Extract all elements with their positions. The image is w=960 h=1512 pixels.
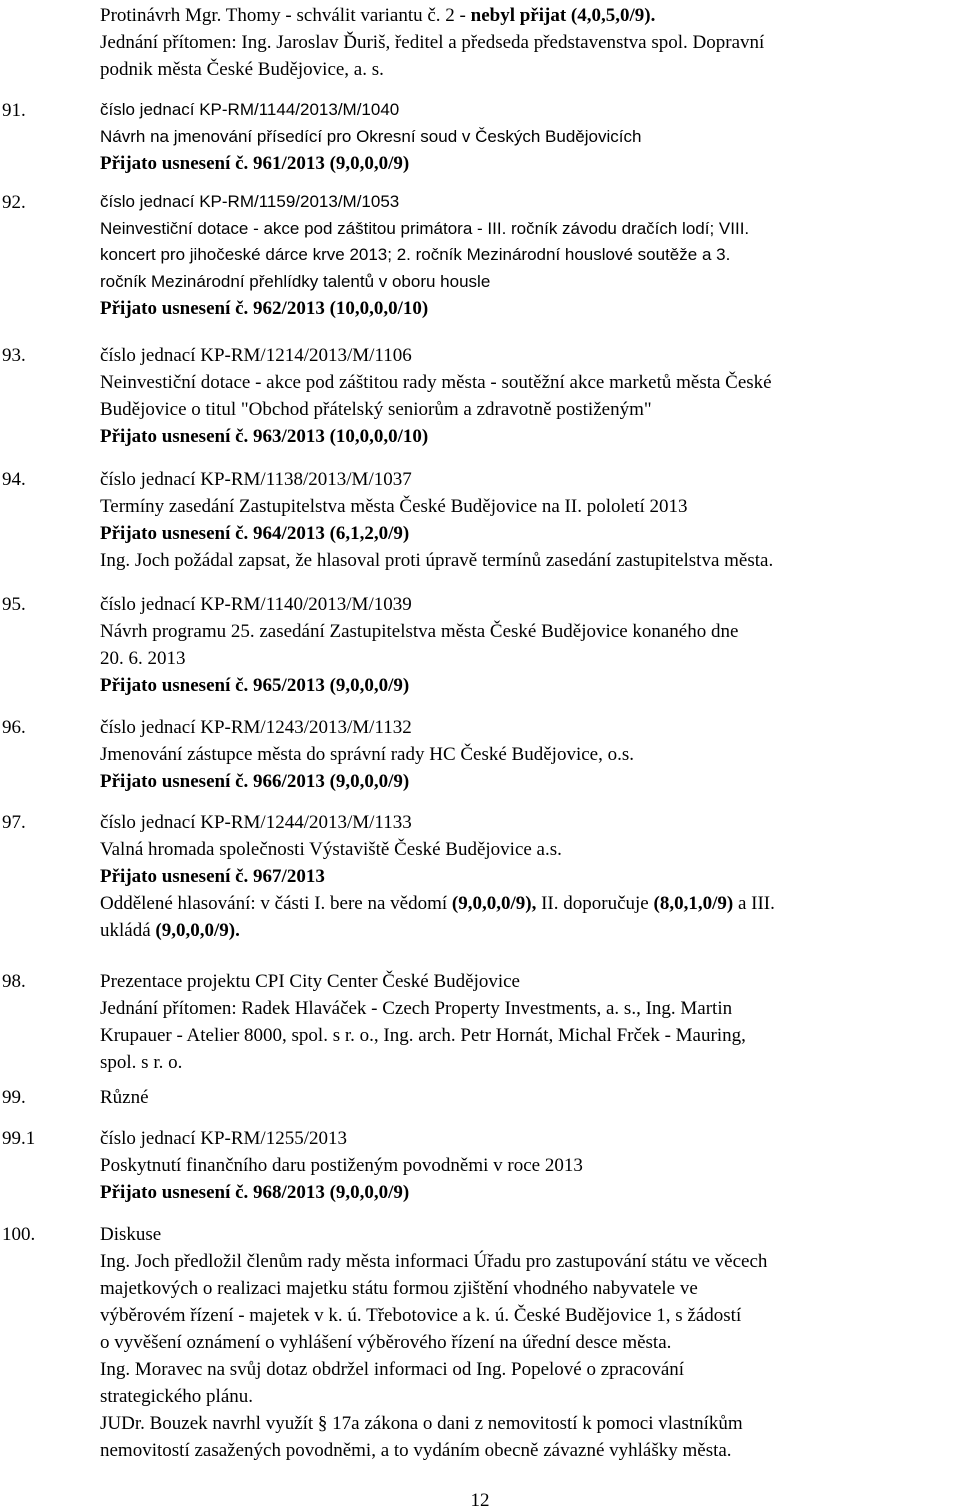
item-title: ročník Mezinárodní přehlídky talentů v oboru housle [100,271,491,291]
item-title: Neinvestiční dotace - akce pod záštitou primátora - III. ročník závodu dračích lodí; VIII. [100,218,750,238]
item-number: 99. [2,1087,26,1108]
reference-number: číslo jednací KP-RM/1255/2013 [100,1128,347,1149]
agenda-item-97 [0,809,960,944]
reference-number: číslo jednací KP-RM/1244/2013/M/1133 [100,812,412,833]
attendance: Krupauer - Atelier 8000, spol. s r. o., Ing. arch. Petr Hornát, Michal Frček - Mauring, [100,1025,746,1046]
item-title: Diskuse [100,1224,162,1245]
resolution: Přijato usnesení č. 964/2013 (6,1,2,0/9) [100,523,410,544]
resolution: Přijato usnesení č. 961/2013 (9,0,0,0/9) [100,153,410,174]
item-number: 95. [2,594,26,615]
reference-number: číslo jednací KP-RM/1214/2013/M/1106 [100,345,412,366]
resolution: Přijato usnesení č. 965/2013 (9,0,0,0/9) [100,675,410,696]
item-number: 99.1 [2,1128,36,1149]
intro-line: Jednání přítomen: Ing. Jaroslav Ďuriš, ředitel a předseda představenstva spol. Dopravní [100,32,765,53]
item-number: 93. [2,345,26,366]
intro-text: Protinávrh Mgr. Thomy - schválit variantu č. 2 - [100,5,471,26]
item-title: Různé [100,1087,149,1108]
vote-count: (9,0,0,0/9), [451,893,537,914]
vote-detail [100,917,958,944]
reference-number: číslo jednací KP-RM/1159/2013/M/1053 [100,192,400,211]
item-title: 20. 6. 2013 [100,648,186,669]
discussion-line: o vyvěšení oznámení o vyhlášení výběrového řízení na úřední desce města. [100,1332,672,1353]
vote-text: Oddělené hlasování: v části I. bere na vědomí [100,893,452,914]
agenda-item-95 [0,591,960,699]
resolution: Přijato usnesení č. 962/2013 (10,0,0,0/10) [100,298,429,319]
page-number: 12 [470,1490,490,1511]
discussion-line: výběrovém řízení - majetek v k. ú. Třebotovice a k. ú. České Budějovice 1, s žádostí [100,1305,742,1326]
reference-number: číslo jednací KP-RM/1138/2013/M/1037 [100,469,412,490]
agenda-item-99 [0,1084,960,1111]
agenda-item-96 [0,714,960,795]
resolution: Přijato usnesení č. 968/2013 (9,0,0,0/9) [100,1182,410,1203]
agenda-item-100 [0,1221,960,1464]
agenda-item-92 [0,189,960,322]
item-number: 100. [2,1224,36,1245]
attendance: spol. s r. o. [100,1052,183,1073]
item-number: 94. [2,469,26,490]
discussion-line: strategického plánu. [100,1386,254,1407]
intro-result: nebyl přijat (4,0,5,0/9). [470,5,656,26]
agenda-item-99-1 [0,1125,960,1206]
vote-text: a III. [733,893,775,914]
reference-number: číslo jednací KP-RM/1243/2013/M/1132 [100,717,412,738]
item-number: 98. [2,971,26,992]
item-number: 92. [2,192,26,213]
note: Ing. Joch požádal zapsat, že hlasoval proti úpravě termínů zasedání zastupitelstva města. [100,550,774,571]
item-number: 91. [2,100,26,121]
item-title: Jmenování zástupce města do správní rady HC České Budějovice, o.s. [100,744,634,765]
vote-count: (9,0,0,0/9). [155,920,240,941]
agenda-item-94 [0,466,960,574]
agenda-item-93 [0,342,960,450]
vote-text: ukládá [100,920,156,941]
resolution: Přijato usnesení č. 967/2013 [100,866,325,887]
agenda-item-91 [0,97,960,177]
item-title: Návrh programu 25. zasedání Zastupitelstva města České Budějovice konaného dne [100,621,739,642]
reference-number: číslo jednací KP-RM/1140/2013/M/1039 [100,594,412,615]
discussion-line: Ing. Moravec na svůj dotaz obdržel informaci od Ing. Popelové o zpracování [100,1359,685,1380]
reference-number: číslo jednací KP-RM/1144/2013/M/1040 [100,100,400,119]
discussion-line: majetkových o realizaci majetku státu formou zjištění vhodného nabyvatele ve [100,1278,698,1299]
vote-text: II. doporučuje [536,893,654,914]
intro-block [0,2,960,83]
item-number: 96. [2,717,26,738]
attendance: Jednání přítomen: Radek Hlaváček - Czech Property Investments, a. s., Ing. Martin [100,998,733,1019]
discussion-line: Ing. Joch předložil členům rady města informaci Úřadu pro zastupování státu ve věcech [100,1251,768,1272]
vote-detail [100,890,958,917]
item-title: Poskytnutí finančního daru postiženým povodněmi v roce 2013 [100,1155,583,1176]
discussion-line: nemovitostí zasažených povodněmi, a to vydáním obecně závazné vyhlášky města. [100,1440,732,1461]
agenda-item-98 [0,968,960,1076]
item-title: Návrh na jmenování přísedící pro Okresní soud v Českých Budějovicích [100,126,642,146]
item-title: Valná hromada společnosti Výstaviště České Budějovice a.s. [100,839,562,860]
resolution: Přijato usnesení č. 963/2013 (10,0,0,0/10) [100,426,429,447]
item-title: Prezentace projektu CPI City Center České Budějovice [100,971,520,992]
item-title: Neinvestiční dotace - akce pod záštitou rady města - soutěžní akce marketů města České [100,372,772,393]
discussion-line: JUDr. Bouzek navrhl využít § 17a zákona o dani z nemovitostí k pomoci vlastníkům [100,1413,743,1434]
item-title: Termíny zasedání Zastupitelstva města České Budějovice na II. pololetí 2013 [100,496,688,517]
resolution: Přijato usnesení č. 966/2013 (9,0,0,0/9) [100,771,410,792]
intro-line [100,2,958,29]
item-number: 97. [2,812,26,833]
item-title: Budějovice o titul "Obchod přátelský seniorům a zdravotně postiženým" [100,399,652,420]
item-title: koncert pro jihočeské dárce krve 2013; 2. ročník Mezinárodní houslové soutěže a 3. [100,245,731,264]
vote-count: (8,0,1,0/9) [653,893,734,914]
intro-line: podnik města České Budějovice, a. s. [100,59,384,80]
